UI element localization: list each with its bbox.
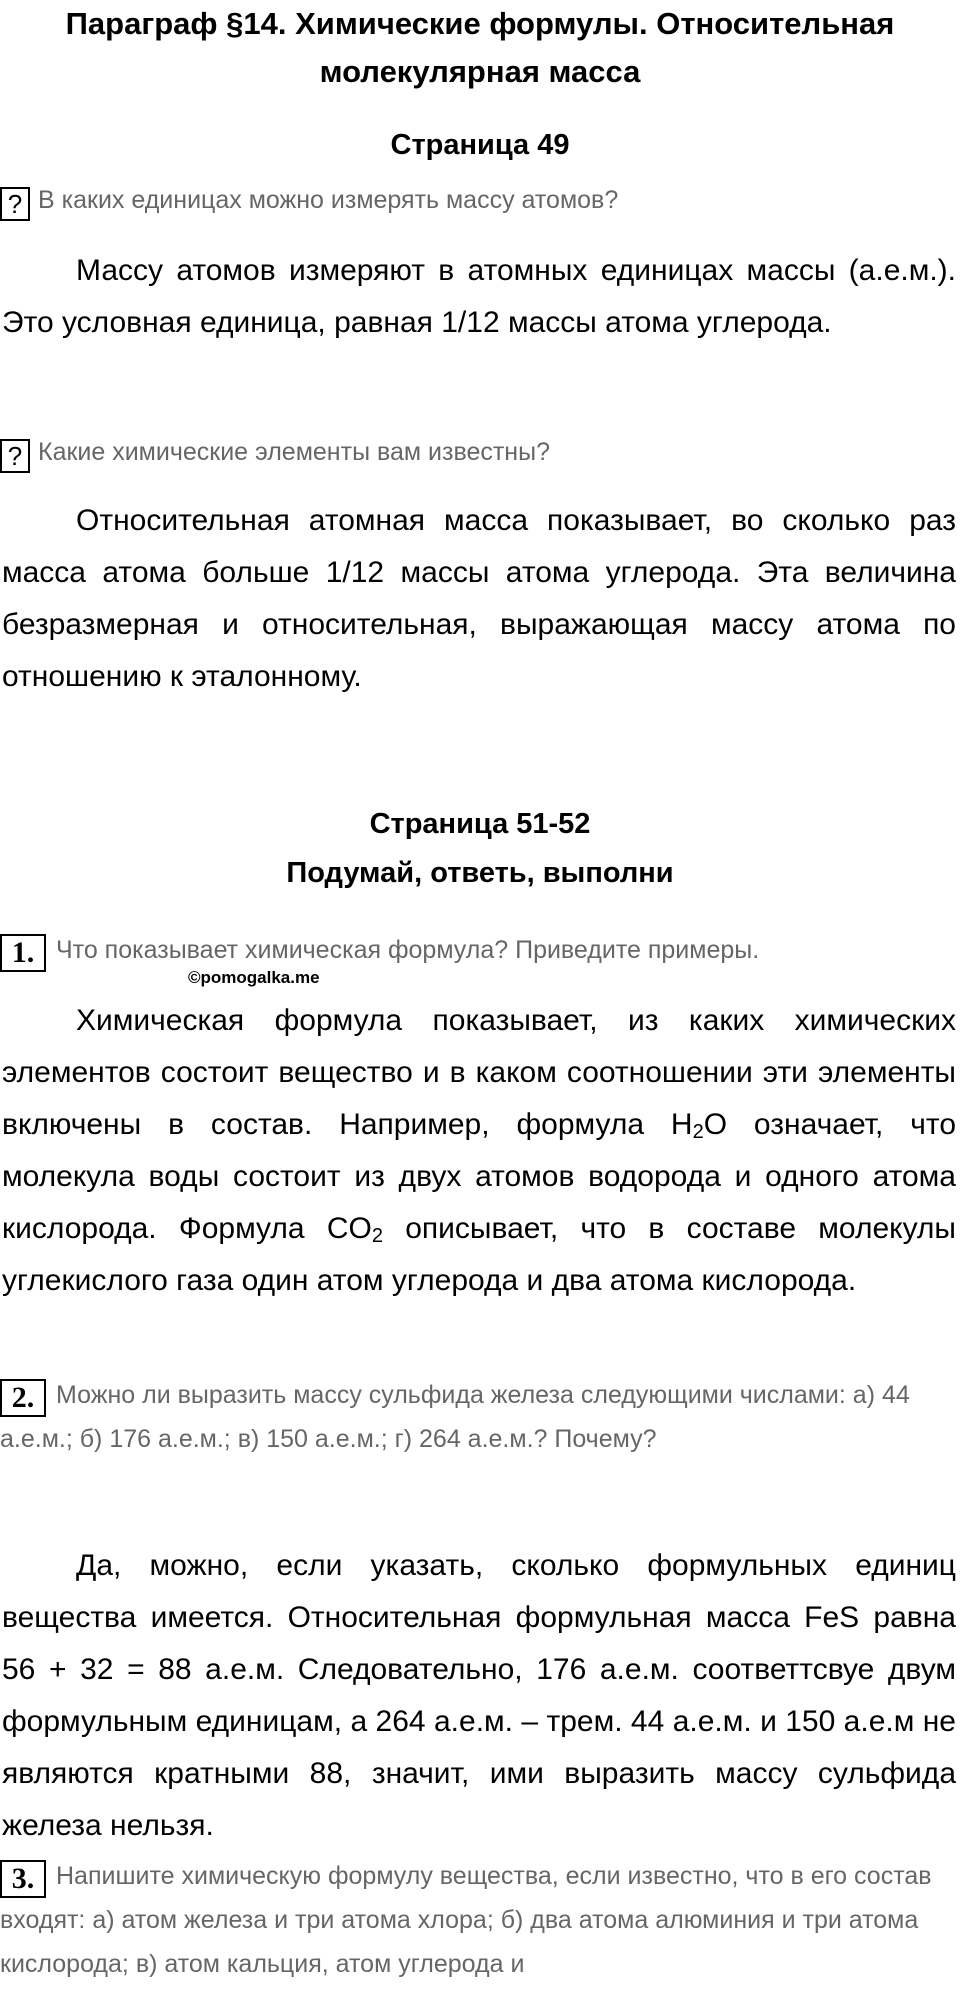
task-3-number: 3. [0,1860,46,1898]
subscript-2: 2 [371,1225,383,1247]
task-1-question-text: Что показывает химическая формула? Приведите примеры. [56,936,760,964]
subscript-2: 2 [692,1121,704,1143]
question-mark-icon: ? [0,187,30,221]
title-line-2: молекулярная масса [319,54,641,89]
question-2 [0,430,960,474]
answer-2: Относительная атомная масса показывает, во сколько раз масса атома больше 1/12 массы атома углерода. Эта величина безразмерная и относительная, выражающая массу атома по отношению к эталонному. [2,504,956,693]
question-1 [0,178,960,222]
task-1-answer-part-3: описывает, что в составе молекулы углекислого газа один атом углерода и два атома кислорода. [2,1212,956,1297]
task-2-answer: Да, можно, если указать, сколько формульных единиц вещества имеется. Относительная формульная масса FeS равна 56 + 32 = 88 а.е.м. Следовательно, 176 а.е.м. соответтсвуе двум формульным единицам, а 264 а.е.м. – трем. 44 а.е.м. и 150 а.е.м не являются кратными 88, значит, ими выразить массу сульфида железа нельзя. [2,1549,956,1842]
question-mark-icon: ? [0,439,30,473]
watermark: ©pomogalka.me [188,968,320,987]
task-2-question-text: Можно ли выразить массу сульфида железа следующими числами: а) 44 а.е.м.; б) 176 а.е.м.; в) 150 а.е.м.; г) 264 а.е.м.? Почему? [0,1381,910,1453]
task-3-question [0,1854,960,1986]
page-title [0,0,960,96]
task-2-question [0,1373,960,1461]
answer-1: Массу атомов измеряют в атомных единицах массы (а.е.м.). Это условная единица, равная 1/12 массы атома углерода. [2,254,956,339]
title-line-1: Параграф §14. Химические формулы. Относительная [65,6,895,41]
question-2-text: Какие химические элементы вам известны? [38,438,550,466]
page-51-52-heading: Страница 51-52 [369,808,591,840]
page-49-heading: Страница 49 [390,129,570,161]
task-1-answer-part-1: Химическая формула показывает, из каких химических элементов состоит вещество и в каком соотношении эти элементы включены в состав. Например, формула H [2,1004,956,1141]
task-1-question [0,928,960,972]
task-1-answer [2,995,956,1307]
task-1-number: 1. [0,934,46,972]
question-1-text: В каких единицах можно измерять массу атомов? [38,186,619,214]
task-1-answer-part-2: O означает, что молекула воды состоит из двух атомов водорода и одного атома кислорода. Формула CO [2,1108,956,1245]
section-heading: Подумай, ответь, выполни [286,857,674,889]
task-2-number: 2. [0,1379,46,1417]
task-3-question-text: Напишите химическую формулу вещества, если известно, что в его состав входят: а) атом железа и три атома хлора; б) два атома алюминия и три атома кислорода; в) атом кальция, атом углерода и [0,1862,932,1978]
